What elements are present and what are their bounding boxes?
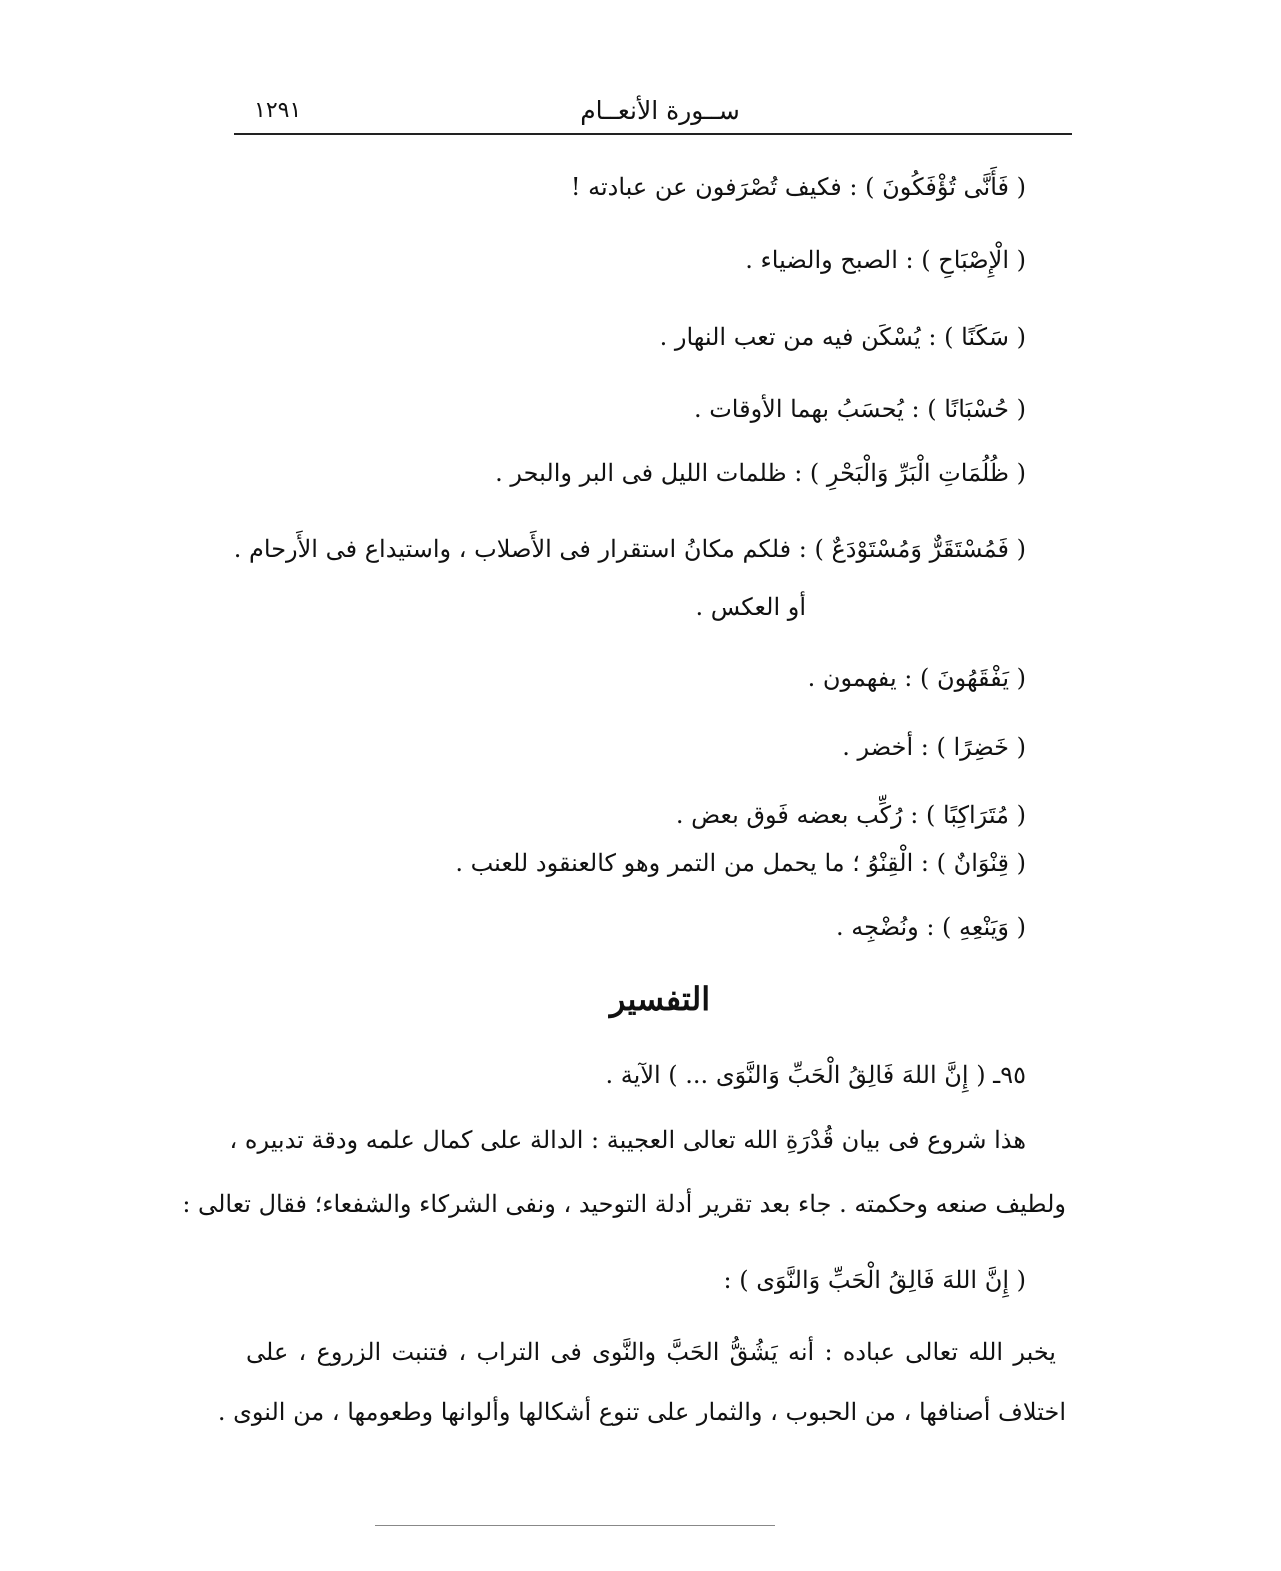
- glossary-entry: ( سَكَنًا ) : يُسْكَن فيه من تعب النهار .: [659, 323, 1026, 351]
- glossary-entry: ( ظُلُمَاتِ الْبَرِّ وَالْبَحْرِ ) : ظلمات الليل فى البر والبحر .: [495, 459, 1026, 487]
- page-number: ١٢٩١: [254, 98, 302, 123]
- glossary-entry: ( حُسْبَانًا ) : يُحسَبُ بهما الأوقات .: [693, 395, 1026, 423]
- glossary-entry: ( يَفْقَهُونَ ) : يفهمون .: [807, 664, 1026, 692]
- glossary-entry: ( فَمُسْتَقَرٌّ وَمُسْتَوْدَعٌ ) : فلكم مكانُ استقرار فى الأَصلاب ، واستيداع فى الأَرحام .: [233, 535, 1026, 563]
- glossary-entry: ( وَيَنْعِهِ ) : ونُضْجِه .: [836, 913, 1026, 941]
- tafsir-paragraph-line: ولطيف صنعه وحكمته . جاء بعد تقرير أدلة التوحيد ، ونفى الشركاء والشفعاء؛ فقال تعالى :: [182, 1190, 1066, 1218]
- tafsir-paragraph-line: هذا شروع فى بيان قُدْرَةِ الله تعالى العجيبة : الدالة على كمال علمه ودقة تدبيره ،: [229, 1126, 1026, 1154]
- header-rule: [234, 133, 1072, 135]
- footer-rule: [375, 1525, 775, 1526]
- running-header-title: ســورة الأنعــام: [580, 96, 740, 125]
- tafsir-paragraph-line: يخبر الله تعالى عباده : أنه يَشُقُّ الحَبَّ والنَّوى فى التراب ، فتنبت الزروع ، على: [246, 1338, 1056, 1366]
- glossary-entry: ( الْإِصْبَاحِ ) : الصبح والضياء .: [745, 246, 1026, 274]
- tafsir-paragraph-line: اختلاف أصنافها ، من الحبوب ، والثمار على تنوع أشكالها وألوانها وطعومها ، من النوى .: [217, 1398, 1066, 1426]
- glossary-entry: ( خَضِرًا ) : أخضر .: [842, 733, 1026, 761]
- glossary-entry-continuation: أو العكس .: [695, 593, 806, 621]
- glossary-entry: ( مُتَرَاكِبًا ) : رُكِّب بعضه فَوق بعض .: [675, 801, 1026, 829]
- verse-quote-line: ( إِنَّ اللهَ فَالِقُ الْحَبِّ وَالنَّوَى ) :: [723, 1266, 1026, 1294]
- glossary-entry: ( قِنْوَانٌ ) : الْقِنْوُ ؛ ما يحمل من التمر وهو كالعنقود للعنب .: [455, 849, 1026, 877]
- section-heading: التفسير: [609, 980, 711, 1018]
- glossary-entry: ( فَأَنَّى تُؤْفَكُونَ ) : فكيف تُصْرَفون عن عبادته !: [570, 173, 1026, 201]
- verse-number-line: ٩٥ـ ( إِنَّ اللهَ فَالِقُ الْحَبِّ وَالنَّوَى ... ) الآية .: [605, 1061, 1026, 1089]
